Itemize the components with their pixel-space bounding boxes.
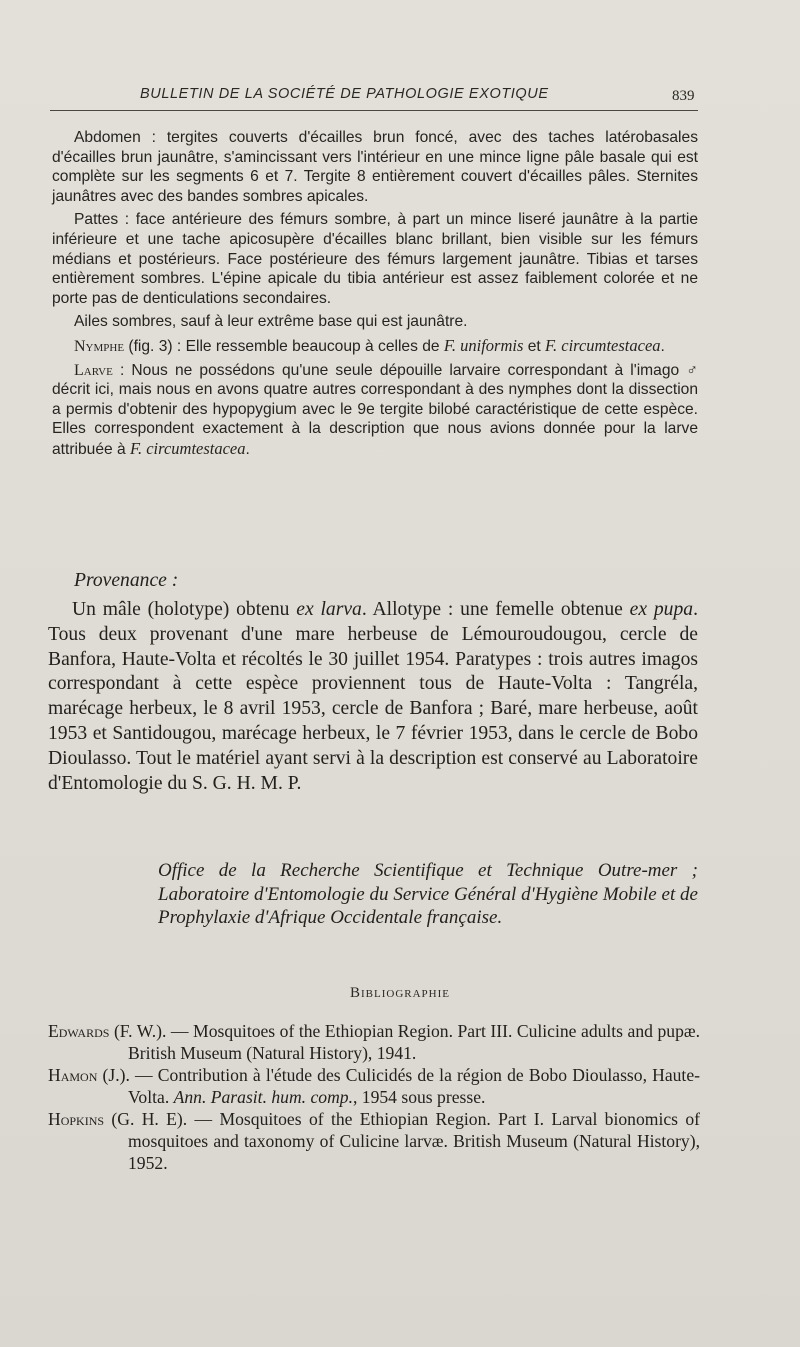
species-name: F. uniformis bbox=[443, 335, 524, 355]
reference-hamon: Hamon (J.). — Contribution à l'étude des Culicidés de la région de Bobo Dioulasso, Haute-Volta. Ann. Parasit. hum. comp., 1954 sous presse. bbox=[48, 1065, 700, 1107]
reference-edwards: Edwards (F. W.). — Mosquitoes of the Ethiopian Region. Part III. Culicine adults and pupæ. British Museum (Natural History), 1941. bbox=[48, 1021, 700, 1063]
ailes-paragraph: Ailes sombres, sauf à leur extrême base qui est jaunâtre. bbox=[74, 313, 468, 331]
larve-label: Larve bbox=[74, 361, 113, 379]
reference-author: Hamon bbox=[48, 1065, 98, 1085]
bibliography-title: Bibliographie bbox=[350, 985, 450, 1001]
pattes-paragraph: Pattes : face antérieure des fémurs sombre, à part un mince liseré jaunâtre à la partie inférieure et une tache apicosupère d'écailles blanc brillant, bien visible sur les fémurs médians et postérieurs. Face postérieure des fémurs largement jaunâtre. Tibias et tarses entièrement sombres. L'épine apicale du tibia antérieur est assez faiblement colorée et ne porte pas de denticulations secondaires. bbox=[52, 211, 698, 307]
reference-author: Edwards bbox=[48, 1021, 110, 1041]
running-header: BULLETIN DE LA SOCIÉTÉ DE PATHOLOGIE EXOTIQUE bbox=[140, 86, 549, 102]
provenance-heading: Provenance : bbox=[74, 570, 179, 591]
ex-larva: ex larva bbox=[296, 599, 362, 620]
page-number: 839 bbox=[672, 88, 695, 104]
nymphe-paragraph: Nymphe (fig. 3) : Elle ressemble beaucoup à celles de F. uniformis et F. circumtestacea. bbox=[74, 335, 665, 355]
species-name: F. circumtestacea bbox=[545, 335, 661, 355]
reference-author: Hopkins bbox=[48, 1109, 105, 1129]
species-name: F. circumtestacea bbox=[130, 438, 246, 458]
header-rule bbox=[50, 110, 698, 111]
affiliation: Office de la Recherche Scientifique et Technique Outre-mer ; Laboratoire d'Entomologie du Service Général d'Hygiène Mobile et de Prophylaxie d'Afrique Occidentale française. bbox=[158, 860, 698, 928]
provenance-block bbox=[48, 598, 698, 796]
provenance-paragraph: Un mâle (holotype) obtenu ex larva. Allotype : une femelle obtenue ex pupa. Tous deux provenant d'une mare herbeuse de Lémouroudougou, cercle de Banfora, Haute-Volta et récoltés le 30 juillet 1954. Paratypes : trois autres imagos correspondant à cette espèce proviennent tous de Haute-Volta : Tangréla, marécage herbeux, le 8 avril 1953, cercle de Banfora ; Baré, mare herbeuse, août 1953 et Santidougou, marécage herbeux, le 7 février 1953, dans le cercle de Bobo Dioulasso. Tout le matériel ayant servi à la description est conservé au Laboratoire d'Entomologie du S. G. H. M. P. bbox=[48, 599, 698, 794]
description-block bbox=[52, 128, 698, 464]
ex-pupa: ex pupa bbox=[629, 599, 694, 620]
bibliography-list bbox=[48, 1020, 700, 1174]
nymphe-label: Nymphe bbox=[74, 337, 125, 355]
abdomen-paragraph: Abdomen : tergites couverts d'écailles brun foncé, avec des taches latérobasales d'écailles brun jaunâtre, s'amincissant vers l'intérieur en une mince ligne pâle basale qui est complète sur les segments 6 et 7. Tergite 8 entièrement couvert d'écailles pâles. Sternites jaunâtres avec des bandes sombres apicales. bbox=[52, 129, 698, 205]
journal-title: Ann. Parasit. hum. comp. bbox=[173, 1087, 353, 1107]
larve-paragraph: Larve : Nous ne possédons qu'une seule dépouille larvaire correspondant à l'imago ♂ décrit ici, mais nous en avons quatre autres correspondant à des nymphes dont la dissection a permis d'obtenir des hypopygium avec le 9e tergite bilobé caractéristique de cette espèce. Elles correspondent exactement à la description que nous avions donnée pour la larve attribuée à F. circumtestacea. bbox=[52, 361, 698, 458]
reference-hopkins: Hopkins (G. H. E). — Mosquitoes of the Ethiopian Region. Part I. Larval bionomics of mosquitoes and taxonomy of Culicine larvæ. British Museum (Natural History), 1952. bbox=[48, 1109, 700, 1173]
